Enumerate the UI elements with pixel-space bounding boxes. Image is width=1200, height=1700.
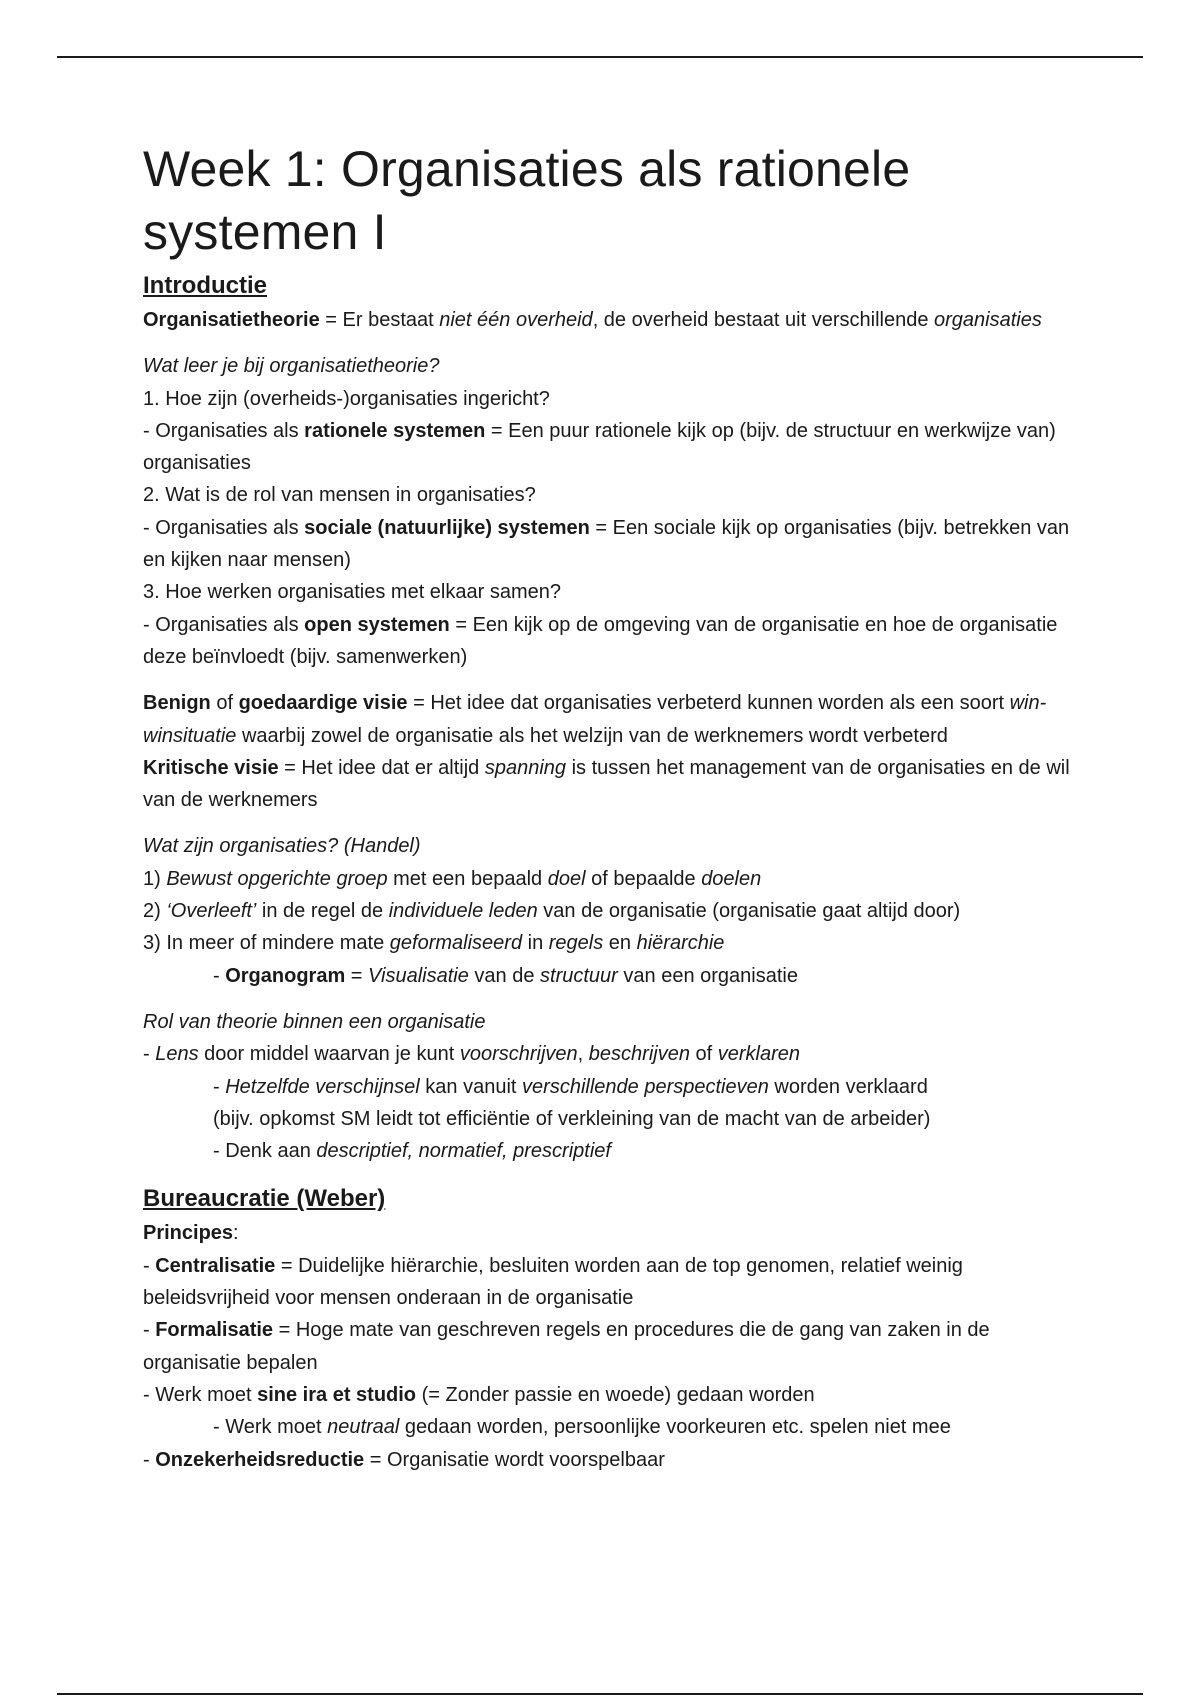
- list-item: - Werk moet neutraal gedaan worden, persoonlijke voorkeuren etc. spelen niet mee: [213, 1416, 951, 1439]
- list-item: 1. Hoe zijn (overheids-)organisaties ingericht?: [143, 387, 550, 410]
- question-wat-leer-je: Wat leer je bij organisatietheorie?: [143, 355, 440, 378]
- question-rol-van-theorie: Rol van theorie binnen een organisatie: [143, 1010, 486, 1033]
- definition-kritische-visie: Kritische visie = Het idee dat er altijd spanning is tussen het management van de organisaties en de wil van de werknemers: [143, 756, 1070, 812]
- principes-label: Principes:: [143, 1222, 239, 1245]
- section-heading-bureaucratie: Bureaucratie (Weber): [143, 1185, 386, 1213]
- list-item: - Organisaties als sociale (natuurlijke) systemen = Een sociale kijk op organisaties (bijv. betrekken van en kijken naar mensen): [143, 516, 1070, 572]
- footer-rule: [57, 1693, 1143, 1695]
- list-item: 1) Bewust opgerichte groep met een bepaald doel of bepaalde doelen: [143, 867, 762, 890]
- list-item: 2. Wat is de rol van mensen in organisaties?: [143, 484, 536, 507]
- list-item: - Lens door middel waarvan je kunt voorschrijven, beschrijven of verklaren: [143, 1043, 801, 1066]
- list-item: - Onzekerheidsreductie = Organisatie wordt voorspelbaar: [143, 1448, 665, 1471]
- list-item: - Organisaties als open systemen = Een kijk op de omgeving van de organisatie en hoe de organisatie deze beïnvloedt (bijv. samenwerken): [143, 613, 1058, 668]
- list-item: (bijv. opkomst SM leidt tot efficiëntie of verkleining van de macht van de arbeider): [213, 1107, 931, 1130]
- definition-organisatietheorie: Organisatietheorie = Er bestaat niet één overheid, de overheid bestaat uit verschillende organisaties: [143, 309, 1042, 331]
- list-item: - Organogram = Visualisatie van de structuur van een organisatie: [213, 964, 798, 987]
- document-page: [143, 138, 1073, 1476]
- list-item: 2) ‘Overleeft’ in de regel de individuele leden van de organisatie (organisatie gaat altijd door): [143, 900, 961, 923]
- list-item: - Hetzelfde verschijnsel kan vanuit verschillende perspectieven worden verklaard: [213, 1075, 928, 1098]
- list-item: 3) In meer of mindere mate geformaliseerd in regels en hiërarchie: [143, 932, 725, 955]
- list-item: - Organisaties als rationele systemen = Een puur rationele kijk op (bijv. de structuur en werkwijze van) organisaties: [143, 419, 1056, 475]
- list-item: 3. Hoe werken organisaties met elkaar samen?: [143, 581, 561, 604]
- list-item: - Formalisatie = Hoge mate van geschreven regels en procedures die de gang van zaken in de organisatie bepalen: [143, 1319, 990, 1374]
- list-item: - Werk moet sine ira et studio (= Zonder passie en woede) gedaan worden: [143, 1383, 815, 1406]
- list-item: - Centralisatie = Duidelijke hiërarchie, besluiten worden aan de top genomen, relatief weinig beleidsvrijheid voor mensen onderaan in de organisatie: [143, 1254, 963, 1310]
- header-rule: [57, 56, 1143, 58]
- section-heading-introductie: Introductie: [143, 272, 267, 299]
- list-item: - Denk aan descriptief, normatief, prescriptief: [213, 1140, 611, 1163]
- definition-benign-visie: Benign of goedaardige visie = Het idee dat organisaties verbeterd kunnen worden als een soort win-winsituatie waarbij zowel de organisatie als het welzijn van de werknemers wordt verbeterd: [143, 692, 1047, 747]
- page-title: Week 1: Organisaties als rationele systemen I: [143, 141, 911, 260]
- question-wat-zijn-organisaties: Wat zijn organisaties? (Handel): [143, 835, 421, 858]
